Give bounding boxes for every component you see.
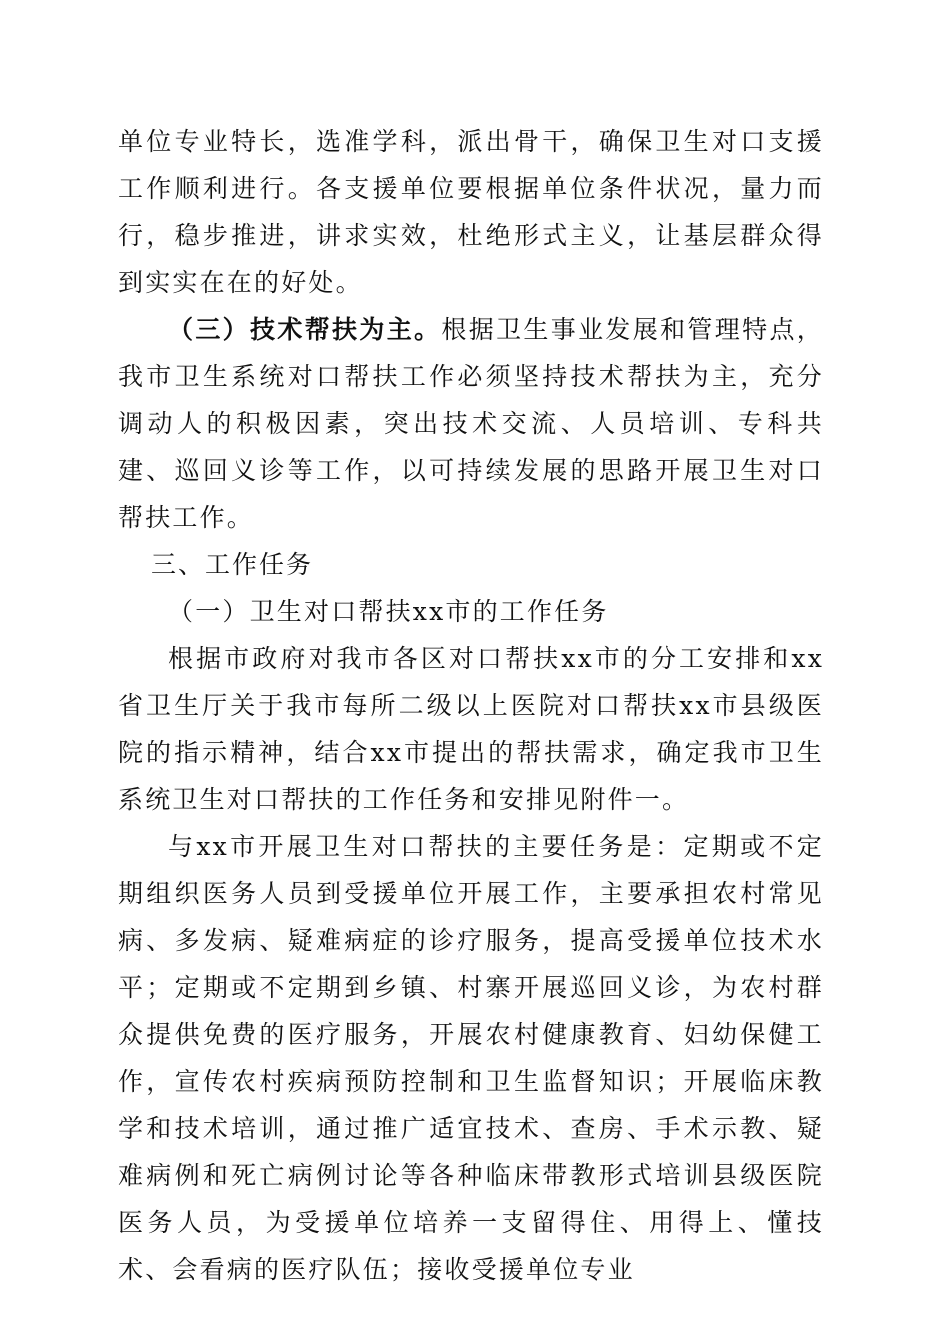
paragraph-task-basis: 根据市政府对我市各区对口帮扶xx市的分工安排和xx省卫生厅关于我市每所二级以上医院对口帮扶xx市县级医院的指示精神，结合xx市提出的帮扶需求，确定我市卫生系统卫生对口帮扶的工作任务和安排见附件一。 — [118, 644, 824, 814]
document-body — [118, 118, 824, 1293]
paragraph-technical-support — [118, 306, 824, 541]
section-heading: 三、工作任务 — [151, 550, 314, 579]
sub-heading: （一）卫生对口帮扶xx市的工作任务 — [168, 597, 609, 626]
paragraph-continued: 单位专业特长，选准学科，派出骨干，确保卫生对口支援工作顺利进行。各支援单位要根据单位条件状况，量力而行，稳步推进，讲求实效，杜绝形式主义，让基层群众得到实实在在的好处。 — [118, 127, 824, 297]
paragraph-main-tasks: 与xx市开展卫生对口帮扶的主要任务是：定期或不定期组织医务人员到受援单位开展工作，主要承担农村常见病、多发病、疑难病症的诊疗服务，提高受援单位技术水平；定期或不定期到乡镇、村寨开展巡回义诊，为农村群众提供免费的医疗服务，开展农村健康教育、妇幼保健工作，宣传农村疾病预防控制和卫生监督知识；开展临床教学和技术培训，通过推广适宜技术、查房、手术示教、疑难病例和死亡病例讨论等各种临床带教形式培训县级医院医务人员，为受援单位培养一支留得住、用得上、懂技术、会看病的医疗队伍；接收受援单位专业 — [118, 832, 824, 1284]
paragraph-body: 根据卫生事业发展和管理特点，我市卫生系统对口帮扶工作必须坚持技术帮扶为主，充分调动人的积极因素，突出技术交流、人员培训、专科共建、巡回义诊等工作，以可持续发展的思路开展卫生对口帮扶工作。 — [118, 315, 824, 532]
paragraph-lead: （三）技术帮扶为主。 — [168, 315, 442, 344]
